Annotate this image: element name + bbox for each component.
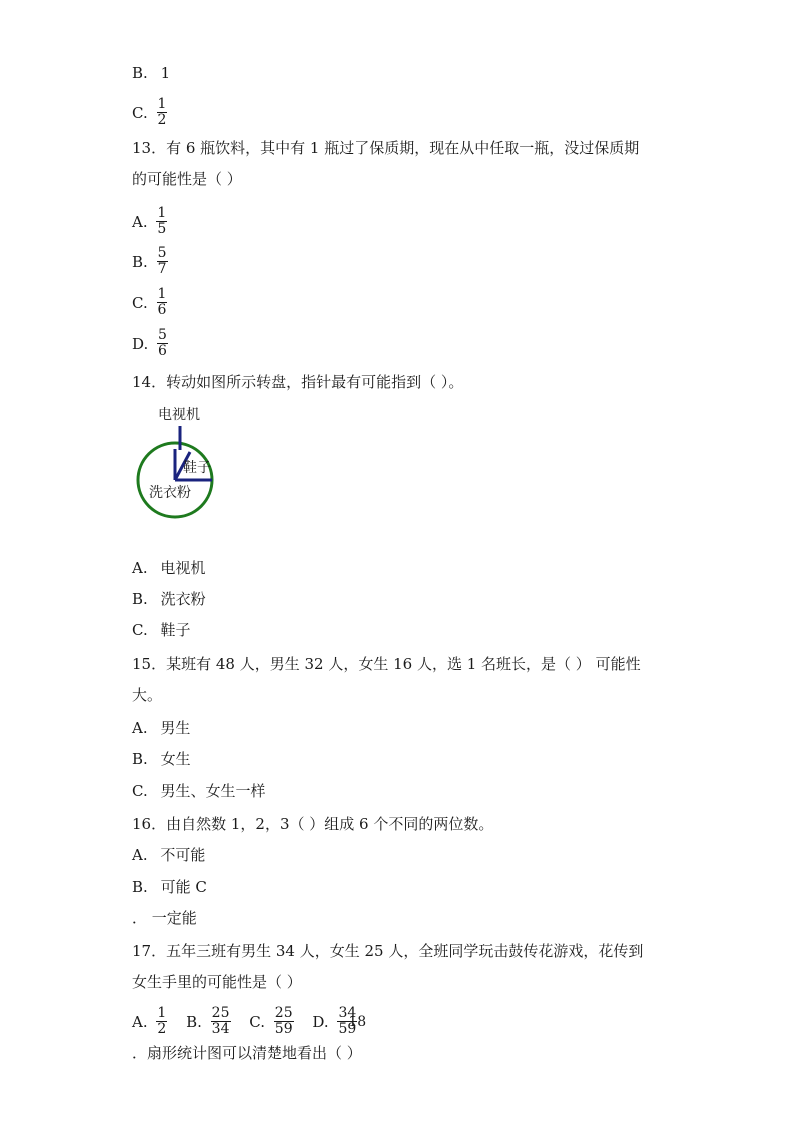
fraction-numerator: 25 (274, 1005, 293, 1021)
fraction-denominator: 59 (274, 1021, 293, 1037)
option-text: 女生 (160, 750, 191, 768)
option-text: 鞋子 (160, 621, 191, 639)
option-label: B. (132, 64, 148, 82)
option-text: 可能 C (160, 878, 207, 896)
fraction-denominator: 59 (338, 1021, 357, 1037)
q13-option-d[interactable] (132, 328, 168, 359)
fraction-numerator: 1 (157, 1005, 167, 1021)
q13-stem-line1: 13．有 6 瓶饮料，其中有 1 瓶过了保质期，现在从中任取一瓶，没过保质期 (132, 139, 640, 157)
q16-option-c[interactable] (132, 908, 197, 928)
q14-option-a[interactable] (132, 558, 205, 578)
option-label: C. (132, 782, 148, 800)
fraction (157, 97, 168, 128)
option-text: 不可能 (160, 846, 206, 864)
fraction (156, 1006, 167, 1037)
q18-stem: ．扇形统计图可以清楚地看出（ ） (132, 1044, 362, 1062)
q14-stem: 14．转动如图所示转盘，指针最有可能指到（ ）。 (132, 373, 464, 391)
fraction-denominator: 6 (157, 302, 167, 318)
option-label: B. (132, 590, 148, 608)
option-label: B. (132, 252, 148, 271)
q16-option-a[interactable] (132, 845, 205, 865)
option-label: A. (132, 719, 148, 737)
fraction-numerator: 1 (157, 286, 167, 302)
option-label: A. (132, 846, 148, 864)
option-text: 男生 (160, 719, 191, 737)
fraction (157, 246, 168, 277)
spinner-label-right: 鞋子 (183, 460, 211, 476)
fraction (274, 1006, 294, 1037)
fraction-denominator: 5 (157, 221, 167, 237)
option-text: 洗衣粉 (160, 590, 206, 608)
q13-option-c[interactable] (132, 287, 167, 318)
option-text: 男生、女生一样 (160, 782, 266, 800)
q14-option-b[interactable] (132, 589, 206, 609)
q12-option-c[interactable] (132, 97, 167, 128)
fraction-numerator: 1 (157, 205, 167, 221)
q14-option-c[interactable] (132, 620, 191, 640)
spinner-figure (132, 400, 232, 530)
option-label: C. (132, 293, 148, 312)
option-label: C. (249, 1012, 265, 1031)
option-label: B. (132, 750, 148, 768)
q17-option-a[interactable] (132, 1006, 167, 1037)
q17-options-row (132, 1006, 371, 1037)
fraction-denominator: 7 (157, 261, 167, 277)
q17-stem-line2: 女生手里的可能性是（ ） (132, 973, 302, 991)
q12-option-b[interactable] (132, 63, 170, 83)
fraction (157, 287, 168, 318)
spinner-label-top: 电视机 (158, 407, 200, 423)
q15-stem-line2: 大。 (132, 686, 163, 704)
q16-stem: 16．由自然数 1，2，3（ ）组成 6 个不同的两位数。 (132, 815, 494, 833)
fraction-numerator: 5 (158, 327, 167, 343)
q13-option-a[interactable] (132, 206, 167, 237)
option-label: ． (132, 909, 148, 927)
fraction-denominator: 2 (157, 1021, 167, 1037)
q15-stem-line1: 15．某班有 48 人，男生 32 人，女生 16 人，选 1 名班长，是（ ） 可能性 (132, 655, 641, 673)
option-text: 电视机 (160, 559, 206, 577)
option-label: A. (132, 559, 148, 577)
overlapping-question-number: 18 (348, 1014, 367, 1030)
fraction-numerator: 1 (157, 96, 167, 112)
spinner-label-left: 洗衣粉 (149, 485, 191, 501)
option-label: B. (186, 1012, 202, 1031)
q17-option-c[interactable] (249, 1006, 293, 1037)
option-label: D. (312, 1012, 329, 1031)
option-label: B. (132, 878, 148, 896)
q17-stem-line1: 17．五年三班有男生 34 人，女生 25 人，全班同学玩击鼓传花游戏，花传到 (132, 942, 644, 960)
option-label: A. (132, 212, 148, 231)
fraction (156, 206, 167, 237)
fraction-numerator: 25 (211, 1005, 230, 1021)
q15-option-a[interactable] (132, 718, 190, 738)
q16-option-b[interactable] (132, 877, 207, 897)
fraction (211, 1006, 231, 1037)
fraction-denominator: 34 (211, 1021, 230, 1037)
fraction-numerator: 34 (338, 1005, 357, 1021)
option-label: C. (132, 103, 148, 122)
q17-option-d[interactable] (312, 1005, 367, 1037)
fraction-denominator: 6 (158, 343, 167, 359)
option-label: C. (132, 621, 148, 639)
option-text: 一定能 (151, 909, 197, 927)
fraction-numerator: 5 (157, 245, 167, 261)
q17-option-b[interactable] (186, 1006, 230, 1037)
option-label: A. (132, 1012, 148, 1031)
option-label: D. (132, 334, 149, 353)
q15-option-b[interactable] (132, 749, 191, 769)
fraction (157, 328, 168, 359)
option-text: 1 (160, 64, 171, 82)
q15-option-c[interactable] (132, 781, 266, 801)
q13-stem-line2: 的可能性是（ ） (132, 170, 242, 188)
q13-option-b[interactable] (132, 246, 168, 277)
fraction-denominator: 2 (157, 112, 167, 128)
